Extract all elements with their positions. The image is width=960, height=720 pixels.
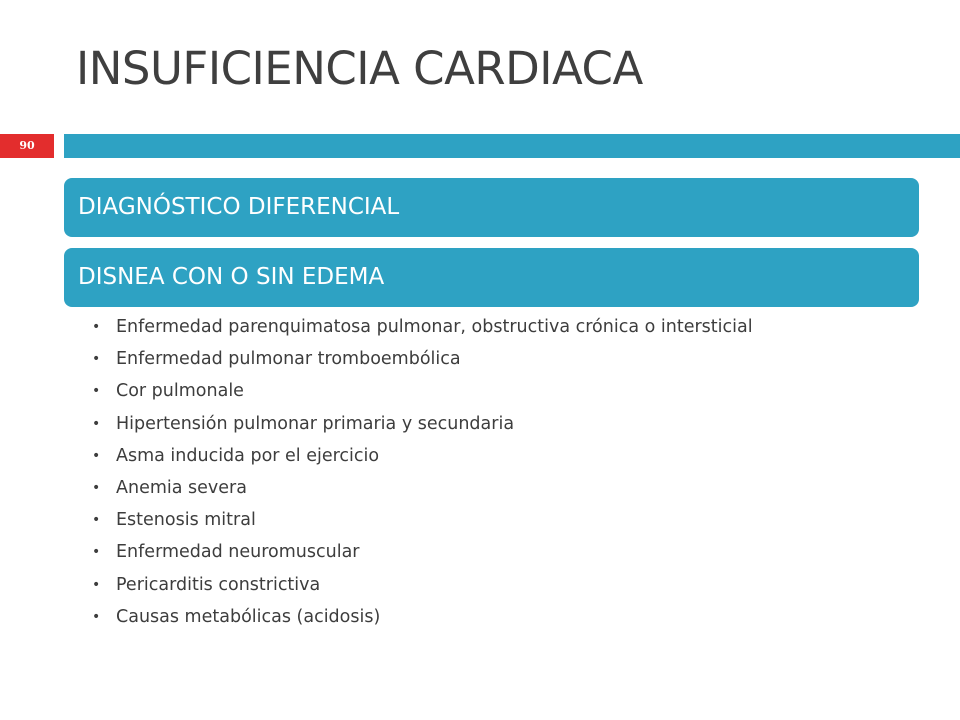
title-divider-bar [64, 134, 960, 158]
bullet-icon: • [92, 319, 101, 335]
list-item [92, 311, 753, 343]
list-item [92, 408, 753, 440]
list-item [92, 601, 753, 633]
list-item [92, 569, 753, 601]
bullet-icon: • [92, 576, 101, 593]
list-item-text: Pericarditis constrictiva [116, 574, 321, 595]
slide-title: INSUFICIENCIA CARDIACA [76, 42, 643, 95]
section-banner-disnea: DISNEA CON O SIN EDEMA [64, 248, 919, 307]
list-item-text: Estenosis mitral [116, 510, 256, 531]
list-item-text: Enfermedad parenquimatosa pulmonar, obstructiva crónica o intersticial [116, 317, 753, 337]
list-item [92, 343, 753, 375]
list-item-text: Enfermedad pulmonar tromboembólica [116, 349, 461, 370]
bullet-icon: • [92, 479, 101, 496]
bullet-icon: • [92, 351, 101, 368]
bullet-icon: • [92, 383, 101, 400]
list-item [92, 504, 753, 536]
page-number-badge: 90 [0, 134, 54, 158]
list-item [92, 440, 753, 472]
list-item-text: Anemia severa [116, 477, 247, 498]
bullet-list [92, 311, 753, 633]
section-banner-diagnostico: DIAGNÓSTICO DIFERENCIAL [64, 178, 919, 237]
bullet-icon: • [92, 447, 101, 464]
bullet-icon: • [92, 415, 101, 432]
bullet-icon: • [92, 544, 101, 561]
list-item-text: Cor pulmonale [116, 381, 244, 402]
bullet-icon: • [92, 512, 101, 529]
list-item-text: Asma inducida por el ejercicio [116, 445, 380, 466]
list-item [92, 472, 753, 504]
list-item [92, 536, 753, 568]
list-item-text: Causas metabólicas (acidosis) [116, 606, 381, 627]
list-item-text: Enfermedad neuromuscular [116, 542, 360, 563]
bullet-icon: • [92, 608, 101, 625]
list-item-text: Hipertensión pulmonar primaria y secundaria [116, 413, 515, 434]
list-item [92, 375, 753, 407]
